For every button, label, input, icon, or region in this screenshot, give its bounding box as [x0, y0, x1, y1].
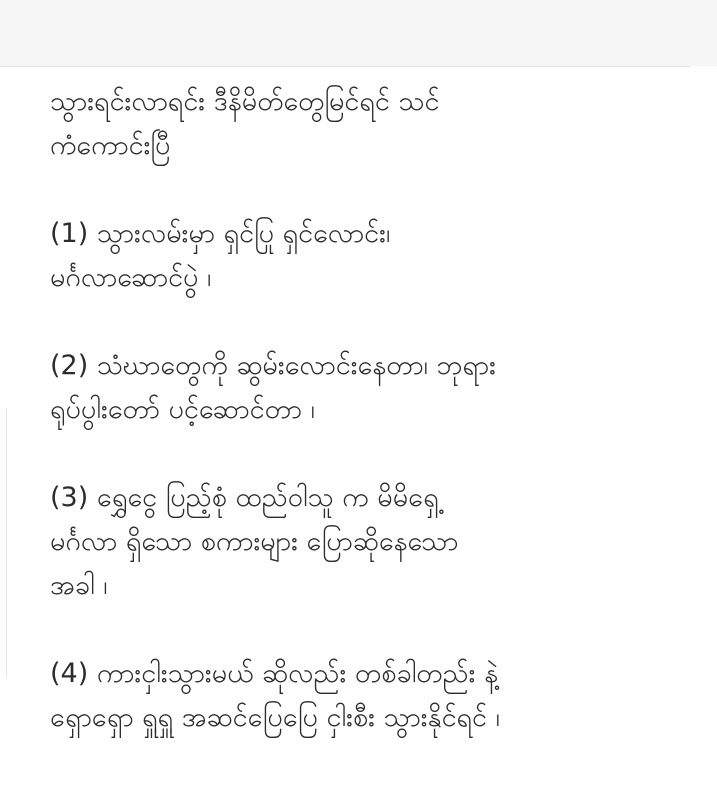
item-3-line-1: (3) ရွှေငွေ ပြည့်စုံ ထည်ဝါသူ က မိမိရှေ့	[50, 482, 439, 513]
item-3-line-2: မင်္ဂလာ ရှိသော စကားများ ပြောဆိုနေသော	[50, 526, 459, 557]
paragraph-gap	[50, 168, 690, 212]
item-4-line-1: (4) ကားငှါးသွားမယ် ဆိုလည်း တစ်ခါတည်း နဲ့	[50, 658, 499, 689]
intro-paragraph	[50, 80, 690, 168]
paragraph-gap	[50, 432, 690, 476]
item-2-line-1: (2) သံဃာတွေကို ဆွမ်းလောင်းနေတာ၊ ဘုရား	[50, 350, 496, 381]
intro-line-1: သွားရင်းလာရင်း ဒီနိမိတ်တွေမြင်ရင် သင်	[50, 86, 440, 117]
item-1	[50, 212, 690, 300]
item-3	[50, 476, 690, 608]
paragraph-gap	[50, 608, 690, 652]
item-4	[50, 652, 690, 740]
item-1-line-2: မင်္ဂလာဆောင်ပွဲ ၊	[50, 262, 212, 293]
paragraph-gap	[50, 300, 690, 344]
intro-line-2: ကံကောင်းပြီ	[50, 130, 171, 161]
item-1-line-1: (1) သွားလမ်းမှာ ရှင်ပြု ရှင်လောင်း၊	[50, 218, 391, 249]
item-2-line-2: ရုပ်ပွါးတော် ပင့်ဆောင်တာ ၊	[50, 394, 315, 425]
item-3-line-3: အခါ ၊	[50, 570, 108, 601]
post-text	[50, 80, 690, 740]
item-2	[50, 344, 690, 432]
top-divider	[0, 66, 690, 67]
top-band	[0, 0, 717, 66]
item-4-line-2: ရှောရှော ရှူရှူ အဆင်ပြေပြေ ငှါးစီး သွားနိုင်ရင် ၊	[50, 702, 500, 733]
left-edge-line	[6, 408, 7, 678]
